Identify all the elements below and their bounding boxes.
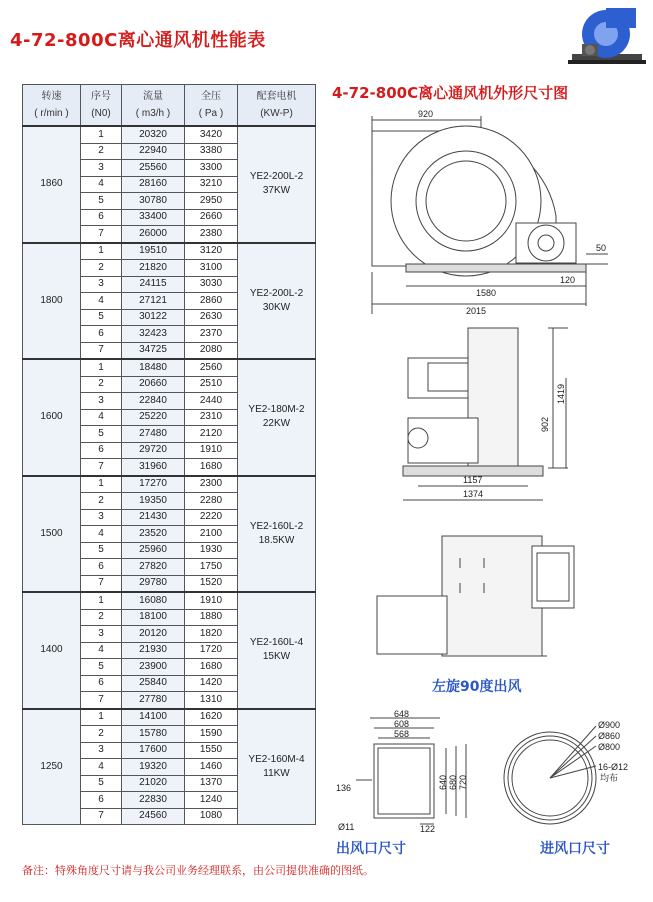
- cell-pressure: 2440: [185, 393, 238, 410]
- cell-flow: 30780: [122, 193, 185, 210]
- cell-number: 1: [81, 709, 122, 726]
- motor-model: YE2-160L-4: [249, 637, 304, 649]
- cell-pressure: 1590: [185, 726, 238, 743]
- cell-flow: 21930: [122, 642, 185, 659]
- header-number: 序号 (N0): [81, 85, 122, 127]
- drawing-title: 4-72-800C离心通风机外形尺寸图: [332, 84, 569, 102]
- dim-120: 120: [560, 275, 576, 285]
- cell-number: 7: [81, 692, 122, 709]
- cell-number: 6: [81, 209, 122, 226]
- cell-pressure: 3210: [185, 176, 238, 193]
- cell-number: 3: [81, 160, 122, 177]
- cell-pressure: 2120: [185, 426, 238, 443]
- cell-pressure: 1310: [185, 692, 238, 709]
- cell-flow: 18100: [122, 609, 185, 626]
- cell-flow: 27121: [122, 293, 185, 310]
- cell-motor: [238, 476, 316, 593]
- cell-pressure: 2560: [185, 359, 238, 376]
- dim-d800: Ø800: [598, 742, 621, 752]
- motor-model: YE2-200L-2: [249, 171, 304, 183]
- cell-flow: 21820: [122, 260, 185, 277]
- cell-pressure: 2380: [185, 226, 238, 243]
- dim-902: 902: [540, 416, 550, 432]
- cell-pressure: 2280: [185, 493, 238, 510]
- dim-608: 608: [394, 719, 410, 729]
- cell-pressure: 2630: [185, 309, 238, 326]
- cell-pressure: 2100: [185, 526, 238, 543]
- cell-pressure: 2080: [185, 342, 238, 359]
- caption-outlet: 出风口尺寸: [336, 841, 406, 857]
- header-pressure: 全压 ( Pa ): [185, 85, 238, 127]
- cell-number: 1: [81, 476, 122, 493]
- dim-1157: 1157: [463, 475, 483, 485]
- cell-flow: 27820: [122, 559, 185, 576]
- dim-2015: 2015: [466, 306, 487, 316]
- cell-number: 2: [81, 260, 122, 277]
- cell-number: 1: [81, 243, 122, 260]
- cell-pressure: 2220: [185, 509, 238, 526]
- cell-flow: 23900: [122, 659, 185, 676]
- cell-pressure: 2300: [185, 476, 238, 493]
- cell-pressure: 1370: [185, 775, 238, 792]
- dim-hole-11: Ø11: [338, 822, 355, 832]
- header-motor: 配套电机 (KW-P): [238, 85, 316, 127]
- cell-number: 1: [81, 126, 122, 143]
- cell-number: 3: [81, 626, 122, 643]
- cell-flow: 28160: [122, 176, 185, 193]
- table-row: [23, 359, 316, 376]
- cell-pressure: 1750: [185, 559, 238, 576]
- cell-flow: 33400: [122, 209, 185, 226]
- dim-holes: 16-Ø12: [598, 762, 629, 772]
- cell-flow: 20320: [122, 126, 185, 143]
- dim-holes-note: 均布: [600, 773, 619, 783]
- side-view-drawing: [346, 106, 636, 316]
- cell-pressure: 1460: [185, 759, 238, 776]
- dim-1580: 1580: [476, 288, 497, 298]
- dim-136: 136: [336, 783, 352, 793]
- cell-pressure: 3100: [185, 260, 238, 277]
- cell-pressure: 3380: [185, 143, 238, 160]
- cell-flow: 22940: [122, 143, 185, 160]
- cell-flow: 31960: [122, 459, 185, 476]
- cell-number: 4: [81, 176, 122, 193]
- cell-flow: 17270: [122, 476, 185, 493]
- cell-pressure: 1880: [185, 609, 238, 626]
- cell-flow: 27780: [122, 692, 185, 709]
- cell-flow: 26000: [122, 226, 185, 243]
- cell-number: 7: [81, 226, 122, 243]
- header-speed: 转速 ( r/min ): [23, 85, 81, 127]
- cell-flow: 29780: [122, 575, 185, 592]
- cell-pressure: 2310: [185, 409, 238, 426]
- cell-number: 2: [81, 143, 122, 160]
- cell-number: 5: [81, 426, 122, 443]
- cell-speed: 1600: [23, 359, 81, 476]
- cell-number: 7: [81, 575, 122, 592]
- cell-number: 5: [81, 193, 122, 210]
- cell-number: 6: [81, 675, 122, 692]
- cell-number: 1: [81, 359, 122, 376]
- cell-flow: 19350: [122, 493, 185, 510]
- cell-pressure: 3120: [185, 243, 238, 260]
- cell-pressure: 1910: [185, 442, 238, 459]
- motor-power: 15KW: [262, 651, 291, 663]
- cell-pressure: 1080: [185, 808, 238, 825]
- inlet-drawing: [500, 712, 645, 836]
- header-flow: 流量 ( m3/h ): [122, 85, 185, 127]
- cell-number: 6: [81, 559, 122, 576]
- cell-number: 1: [81, 592, 122, 609]
- left-rotation-view-drawing: [372, 528, 592, 676]
- cell-motor: [238, 126, 316, 243]
- cell-number: 2: [81, 376, 122, 393]
- caption-rotation: 左旋90度出风: [432, 679, 522, 695]
- cell-number: 5: [81, 659, 122, 676]
- dim-d900: Ø900: [598, 720, 621, 730]
- dim-920: 920: [418, 109, 434, 119]
- cell-pressure: 2370: [185, 326, 238, 343]
- cell-flow: 15780: [122, 726, 185, 743]
- cell-pressure: 1720: [185, 642, 238, 659]
- outlet-drawing: [334, 708, 484, 836]
- motor-power: 22KW: [262, 418, 291, 430]
- motor-power: 37KW: [262, 185, 291, 197]
- cell-flow: 16080: [122, 592, 185, 609]
- cell-number: 6: [81, 442, 122, 459]
- cell-flow: 20120: [122, 626, 185, 643]
- cell-flow: 32423: [122, 326, 185, 343]
- cell-number: 4: [81, 526, 122, 543]
- motor-model: YE2-200L-2: [249, 287, 304, 299]
- cell-pressure: 1420: [185, 675, 238, 692]
- cell-number: 3: [81, 742, 122, 759]
- cell-pressure: 1240: [185, 792, 238, 809]
- cell-number: 6: [81, 792, 122, 809]
- cell-number: 2: [81, 493, 122, 510]
- cell-flow: 20660: [122, 376, 185, 393]
- cell-number: 3: [81, 393, 122, 410]
- cell-flow: 22840: [122, 393, 185, 410]
- cell-pressure: 3030: [185, 276, 238, 293]
- cell-flow: 25840: [122, 675, 185, 692]
- cell-pressure: 1680: [185, 459, 238, 476]
- performance-table: [22, 84, 316, 825]
- motor-power: 11KW: [263, 767, 290, 779]
- cell-flow: 19510: [122, 243, 185, 260]
- cell-number: 4: [81, 642, 122, 659]
- cell-motor: [238, 359, 316, 476]
- cell-motor: [238, 592, 316, 709]
- cell-pressure: 2510: [185, 376, 238, 393]
- dim-d860: Ø860: [598, 731, 621, 741]
- cell-number: 4: [81, 759, 122, 776]
- caption-inlet: 进风口尺寸: [540, 841, 610, 857]
- cell-number: 4: [81, 293, 122, 310]
- cell-speed: 1400: [23, 592, 81, 709]
- cell-flow: 27480: [122, 426, 185, 443]
- footnote: 备注：特殊角度尺寸请与我公司业务经理联系，由公司提供准确的图纸。: [22, 864, 374, 877]
- cell-number: 3: [81, 276, 122, 293]
- cell-flow: 21020: [122, 775, 185, 792]
- cell-pressure: 1930: [185, 542, 238, 559]
- cell-flow: 24115: [122, 276, 185, 293]
- cell-number: 6: [81, 326, 122, 343]
- cell-pressure: 1910: [185, 592, 238, 609]
- cell-speed: 1800: [23, 243, 81, 360]
- cell-flow: 17600: [122, 742, 185, 759]
- dim-640: 640: [438, 774, 448, 790]
- front-view-drawing: [388, 318, 618, 518]
- cell-flow: 19320: [122, 759, 185, 776]
- cell-flow: 14100: [122, 709, 185, 726]
- cell-flow: 24560: [122, 808, 185, 825]
- cell-flow: 18480: [122, 359, 185, 376]
- dim-1419: 1419: [556, 383, 566, 404]
- motor-power: 18.5KW: [258, 534, 295, 546]
- table-row: [23, 476, 316, 493]
- cell-number: 7: [81, 342, 122, 359]
- table-row: [23, 709, 316, 726]
- cell-pressure: 1820: [185, 626, 238, 643]
- cell-pressure: 1620: [185, 709, 238, 726]
- page-title: 4-72-800C离心通风机性能表: [10, 30, 266, 51]
- cell-number: 4: [81, 409, 122, 426]
- cell-number: 5: [81, 309, 122, 326]
- cell-flow: 21430: [122, 509, 185, 526]
- fan-product-photo: [566, 2, 646, 80]
- table-row: [23, 243, 316, 260]
- cell-motor: [238, 709, 316, 825]
- cell-number: 2: [81, 726, 122, 743]
- cell-pressure: 2950: [185, 193, 238, 210]
- dim-568: 568: [394, 729, 410, 739]
- cell-number: 7: [81, 808, 122, 825]
- dim-680: 680: [448, 774, 458, 790]
- cell-flow: 22830: [122, 792, 185, 809]
- dim-720: 720: [458, 774, 468, 790]
- motor-power: 30KW: [262, 301, 291, 313]
- cell-pressure: 2860: [185, 293, 238, 310]
- cell-pressure: 1520: [185, 575, 238, 592]
- cell-flow: 25560: [122, 160, 185, 177]
- cell-number: 5: [81, 542, 122, 559]
- dim-122: 122: [420, 824, 436, 834]
- table-row: [23, 126, 316, 143]
- table-header-row: [23, 85, 316, 127]
- cell-pressure: 1680: [185, 659, 238, 676]
- cell-motor: [238, 243, 316, 360]
- cell-number: 7: [81, 459, 122, 476]
- cell-pressure: 1550: [185, 742, 238, 759]
- motor-model: YE2-160L-2: [249, 520, 304, 532]
- dim-1374: 1374: [463, 489, 484, 499]
- dim-648: 648: [394, 709, 410, 719]
- cell-number: 3: [81, 509, 122, 526]
- cell-speed: 1250: [23, 709, 81, 825]
- cell-number: 2: [81, 609, 122, 626]
- cell-flow: 30122: [122, 309, 185, 326]
- dim-50: 50: [596, 243, 607, 253]
- cell-flow: 34725: [122, 342, 185, 359]
- table-row: [23, 592, 316, 609]
- cell-flow: 23520: [122, 526, 185, 543]
- cell-pressure: 2660: [185, 209, 238, 226]
- cell-pressure: 3420: [185, 126, 238, 143]
- cell-number: 5: [81, 775, 122, 792]
- cell-pressure: 3300: [185, 160, 238, 177]
- motor-model: YE2-180M-2: [248, 404, 305, 416]
- cell-speed: 1860: [23, 126, 81, 243]
- motor-model: YE2-160M-4: [248, 753, 305, 765]
- cell-flow: 29720: [122, 442, 185, 459]
- cell-speed: 1500: [23, 476, 81, 593]
- cell-flow: 25960: [122, 542, 185, 559]
- cell-flow: 25220: [122, 409, 185, 426]
